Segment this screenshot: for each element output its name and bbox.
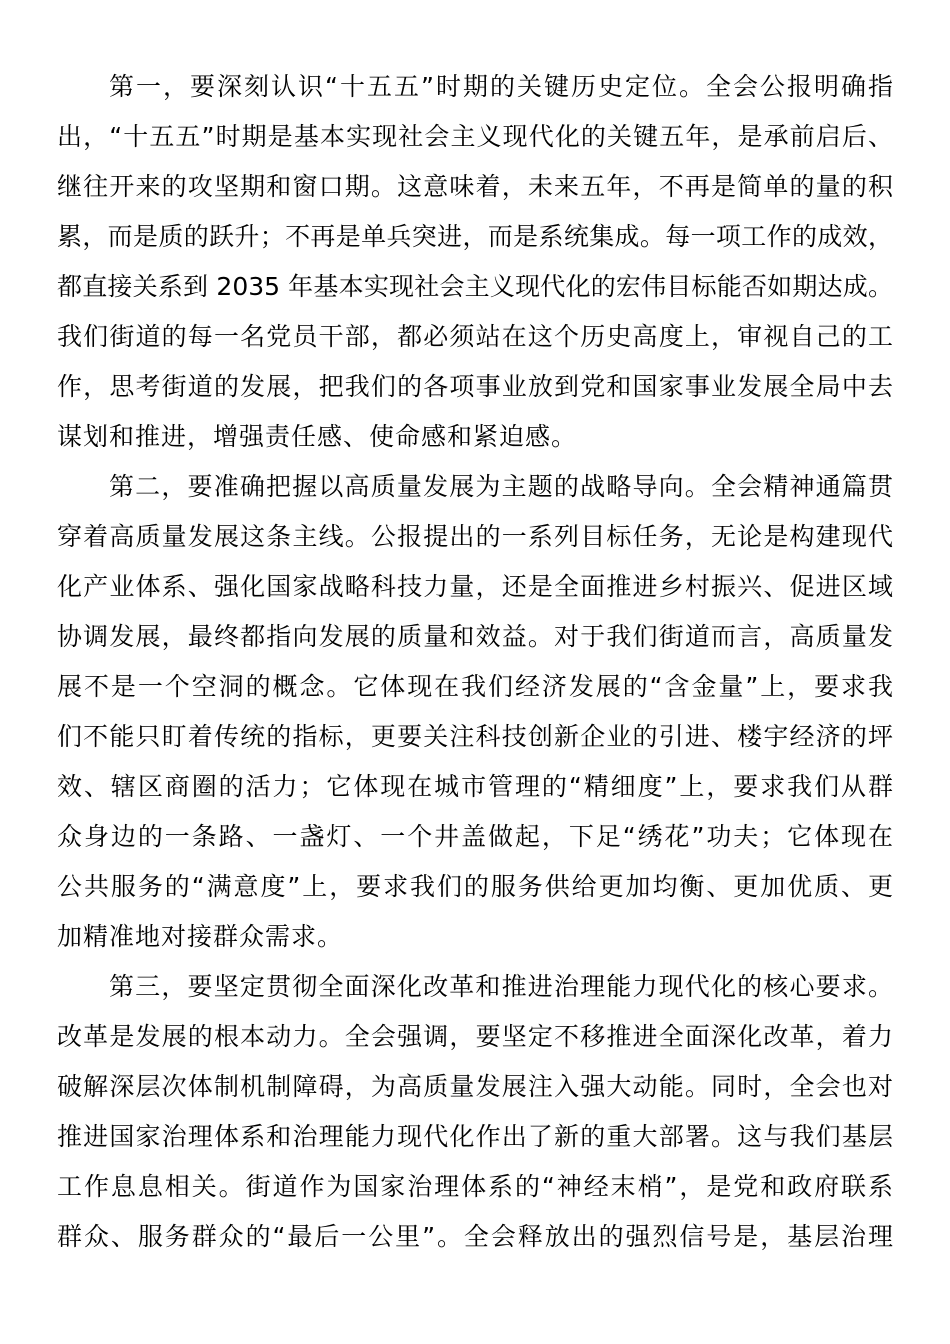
paragraph-3 bbox=[57, 962, 893, 1262]
text-line: 累，而是质的跃升；不再是单兵突进，而是系统集成。每一项工作的成效， bbox=[57, 222, 893, 251]
text-line: 穿着高质量发展这条主线。公报提出的一系列目标任务，无论是构建现代 bbox=[57, 522, 893, 551]
text-line: 谋划和推进，增强责任感、使命感和紧迫感。 bbox=[57, 422, 578, 451]
text-line: 出，“十五五”时期是基本实现社会主义现代化的关键五年，是承前启后、 bbox=[57, 122, 893, 151]
text-line: 加精准地对接群众需求。 bbox=[57, 922, 344, 951]
text-line: 第一，要深刻认识“十五五”时期的关键历史定位。全会公报明确指 bbox=[109, 72, 893, 101]
text-line: 继往开来的攻坚期和窗口期。这意味着，未来五年，不再是简单的量的积 bbox=[57, 172, 893, 201]
paragraph-1 bbox=[57, 62, 893, 462]
text-line: 都直接关系到 2035 年基本实现社会主义现代化的宏伟目标能否如期达成。 bbox=[57, 272, 893, 301]
text-line: 推进国家治理体系和治理能力现代化作出了新的重大部署。这与我们基层 bbox=[57, 1122, 893, 1151]
text-line: 众身边的一条路、一盏灯、一个井盖做起，下足“绣花”功夫；它体现在 bbox=[57, 822, 893, 851]
text-line: 公共服务的“满意度”上，要求我们的服务供给更加均衡、更加优质、更 bbox=[57, 872, 893, 901]
text-line: 工作息息相关。街道作为国家治理体系的“神经末梢”，是党和政府联系 bbox=[57, 1172, 893, 1201]
text-line: 协调发展，最终都指向发展的质量和效益。对于我们街道而言，高质量发 bbox=[57, 622, 893, 651]
text-line: 效、辖区商圈的活力；它体现在城市管理的“精细度”上，要求我们从群 bbox=[57, 772, 893, 801]
text-line: 改革是发展的根本动力。全会强调，要坚定不移推进全面深化改革，着力 bbox=[57, 1022, 893, 1051]
text-line: 群众、服务群众的“最后一公里”。全会释放出的强烈信号是，基层治理 bbox=[57, 1222, 893, 1251]
text-line: 我们街道的每一名党员干部，都必须站在这个历史高度上，审视自己的工 bbox=[57, 322, 893, 351]
text-line: 破解深层次体制机制障碍，为高质量发展注入强大动能。同时，全会也对 bbox=[57, 1072, 893, 1101]
text-line: 第二，要准确把握以高质量发展为主题的战略导向。全会精神通篇贯 bbox=[109, 472, 893, 501]
paragraph-2 bbox=[57, 462, 893, 962]
text-line: 作，思考街道的发展，把我们的各项事业放到党和国家事业发展全局中去 bbox=[57, 372, 893, 401]
text-line: 第三，要坚定贯彻全面深化改革和推进治理能力现代化的核心要求。 bbox=[109, 972, 893, 1001]
text-line: 化产业体系、强化国家战略科技力量，还是全面推进乡村振兴、促进区域 bbox=[57, 572, 893, 601]
text-line: 们不能只盯着传统的指标，更要关注科技创新企业的引进、楼宇经济的坪 bbox=[57, 722, 893, 751]
text-line: 展不是一个空洞的概念。它体现在我们经济发展的“含金量”上，要求我 bbox=[57, 672, 893, 701]
